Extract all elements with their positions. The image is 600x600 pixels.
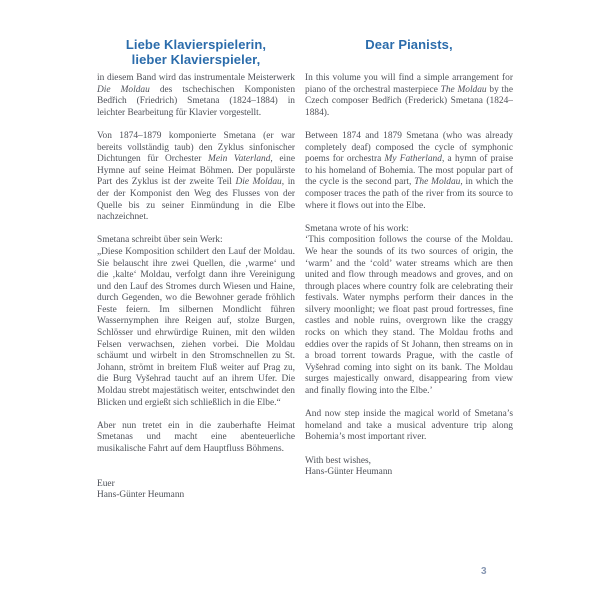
english-history-paragraph: Between 1874 and 1879 Smetana (who was already completely deaf) composed the cycle of symphonic poems for orchestra My Fatherland, a hymn of praise to his homeland of Bohemia. The most popular part of the cycle is the second part, The Moldau, in which the composer traces the path of the river from its source to where it flows out into the Elbe. (305, 130, 513, 211)
german-signature (97, 479, 295, 502)
german-heading-line-1: Liebe Klavierspielerin, (125, 37, 267, 52)
english-quote-leadin: Smetana wrote of his work: (305, 223, 409, 234)
english-invitation-paragraph: And now step inside the magical world of Smetana’s homeland and take a musical adventure trip along Bohemia’s most important river. (305, 409, 513, 443)
english-quote-paragraph: ‘This composition follows the course of the Moldau. We hear the sounds of its two sources of origin, the ‘warm’ and the ‘cold’ water streams which are then united and flow through meadows and groves, and on through places where country folk are celebrating their festivals. Water nymphs perform their dances in the silvery moonlight; we float past proud fortresses, fine castles and noble ruins, overgrown like the craggy rocks on which they stand. The Moldau froths and eddies over the rapids of St Johann, then streams on in a broad torrent towards Prague, with the castle of Vyšehrad coming into sight on its bank. The Moldau surges majestically onward, disappearing from view and finally flowing into the Elbe.’ (305, 235, 513, 397)
english-signature (305, 456, 513, 479)
german-history-paragraph: Von 1874–1879 komponierte Smetana (er war bereits vollständig taub) den Zyklus sinfonischer Dichtungen für Orchester Mein Vaterland, eine Hymne auf seine Heimat Böhmen. Der populärste Part des Zyklus ist der zweite Teil Die Moldau, in der der Komponist den Weg des Flusses von der Quelle bis zu seiner Einmündung in die Elbe nachzeichnet. (97, 130, 295, 223)
german-invitation-paragraph: Aber nun tretet ein in die zauberhafte Heimat Smetanas und macht eine abenteuerliche musikalische Fahrt auf dem Hauptfluss Böhmens. (97, 420, 295, 454)
english-author-name: Hans-Günter Heumann (305, 467, 393, 478)
german-quote-paragraph: „Diese Komposition schildert den Lauf der Moldau. Sie belauscht ihre zwei Quellen, die ‚warme‘ und die ‚kalte‘ Moldau, verfolgt dann ihre Vereinigung und den Lauf des Stromes durch Wiesen und Haine, durch Gegenden, wo die Bewohner gerade fröhlich Feste feiern. Im silbernen Mondlicht führen Wassernymphen ihre Reigen auf, stolze Burgen, Schlösser und ehrwürdige Ruinen, mit den wilden Felsen verwachsen, ziehen vorbei. Die Moldau schäumt und wirbelt in den Stromschnellen zu St. Johann, strömt in breitem Fluß weiter auf Prag zu, die Burg Vyšehrad taucht auf an ihrem Ufer. Die Moldau strebt majestätisch weiter, entschwindet den Blicken und ergießt sich schließlich in die Elbe.“ (97, 246, 295, 408)
page-number: 3 (481, 566, 487, 577)
german-author-name: Hans-Günter Heumann (97, 490, 185, 501)
english-column (305, 37, 513, 502)
english-intro-paragraph: In this volume you will find a simple arrangement for piano of the orchestral masterpiece The Moldau by the Czech composer Bedřich (Frederick) Smetana (1824–1884). (305, 73, 513, 118)
english-valediction: With best wishes, (305, 455, 372, 466)
english-heading-line-1: Dear Pianists, (365, 37, 453, 52)
german-quote-leadin: Smetana schreibt über sein Werk: (97, 235, 223, 246)
german-intro-paragraph: in diesem Band wird das instrumentale Meisterwerk Die Moldau des tschechischen Komponisten Bedřich (Friedrich) Smetana (1824–1884) in leichter Bearbeitung für Klavier vorgestellt. (97, 73, 296, 118)
german-heading (97, 37, 295, 73)
two-column-layout (97, 37, 513, 502)
german-heading-line-2: lieber Klavierspieler, (131, 52, 261, 67)
german-valediction: Euer (97, 478, 115, 489)
english-heading (305, 37, 513, 73)
german-column (97, 37, 295, 502)
